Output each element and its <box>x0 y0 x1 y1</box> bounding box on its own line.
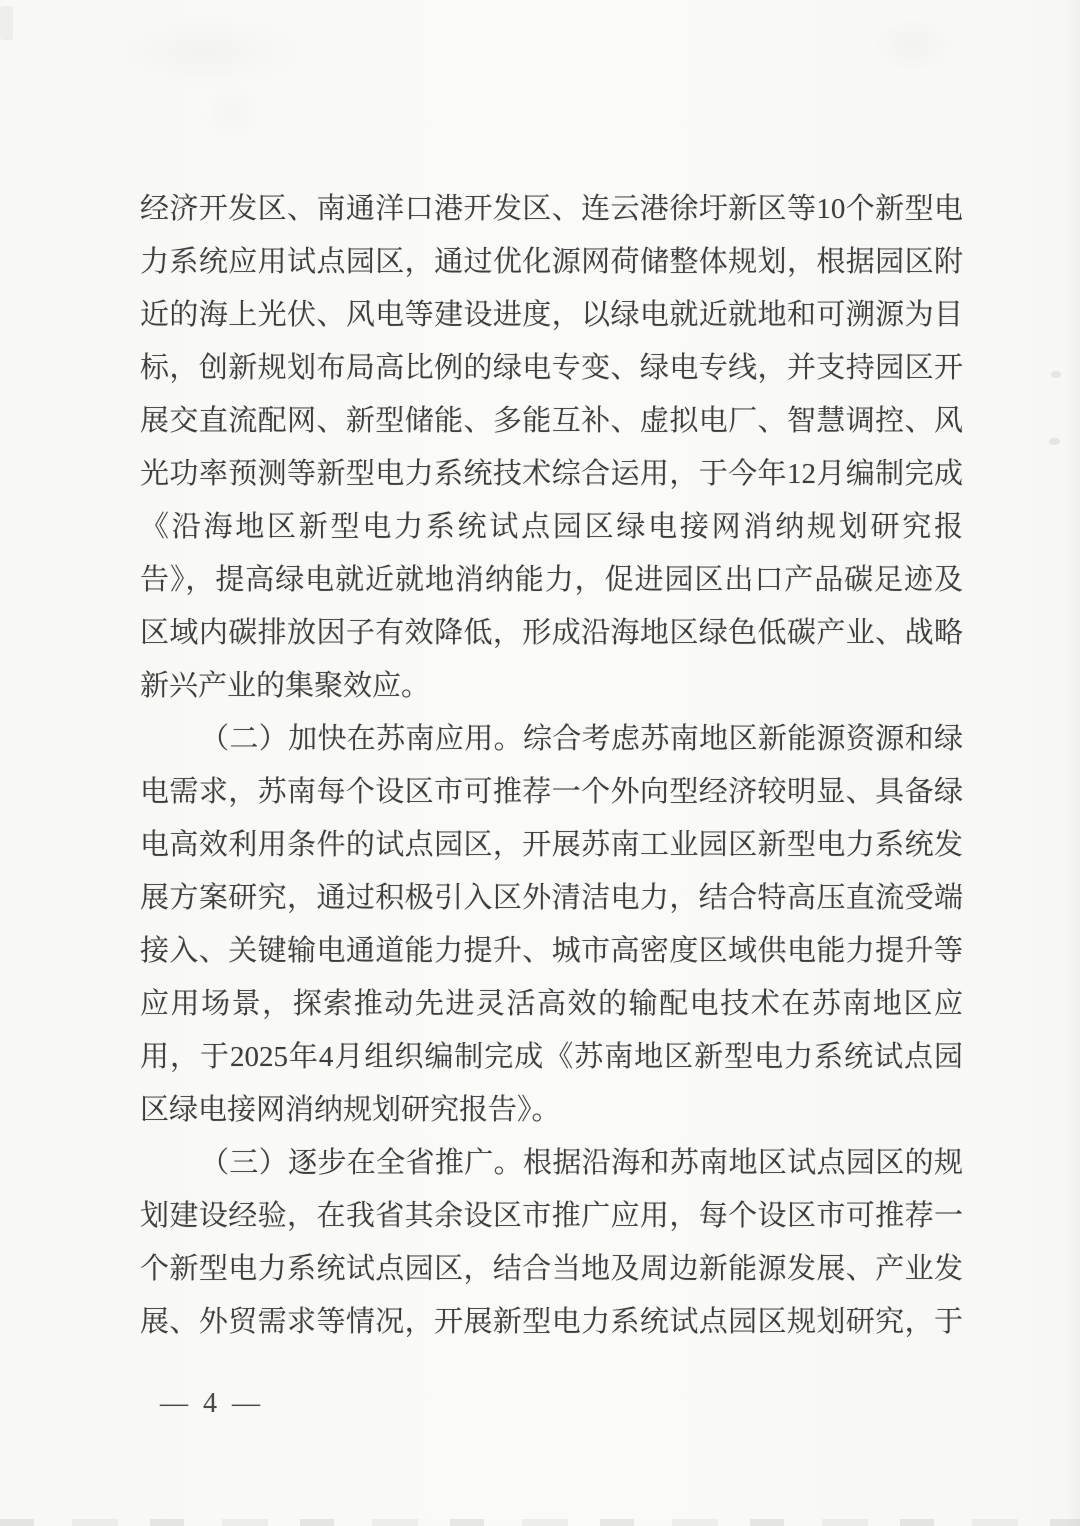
text-line: 个新型电力系统试点园区，结合当地及周边新能源发展、产业发 <box>140 1253 963 1285</box>
scan-artifact-corner <box>0 6 13 40</box>
text-line: 区绿电接网消纳规划研究报告》。 <box>140 1094 561 1126</box>
text-line: 新兴产业的集聚效应。 <box>140 670 431 702</box>
text-line: 接入、关键输电通道能力提升、城市高密度区域供电能力提升等 <box>140 935 963 967</box>
scan-artifact-bottom-edge <box>0 1519 1080 1526</box>
text-line: （三）逐步在全省推广。根据沿海和苏南地区试点园区的规 <box>200 1147 963 1179</box>
scan-artifact-edge <box>1066 0 1080 1526</box>
text-line: （二）加快在苏南应用。综合考虑苏南地区新能源资源和绿 <box>200 723 963 755</box>
text-line: 展方案研究，通过积极引入区外清洁电力，结合特高压直流受端 <box>140 882 963 914</box>
text-line: 用，于2025年4月组织编制完成《苏南地区新型电力系统试点园 <box>140 1041 963 1073</box>
text-line: 应用场景，探索推动先进灵活高效的输配电技术在苏南地区应 <box>140 988 963 1020</box>
text-line: 电高效利用条件的试点园区，开展苏南工业园区新型电力系统发 <box>140 829 963 861</box>
text-line: 划建设经验，在我省其余设区市推广应用，每个设区市可推荐一 <box>140 1200 963 1232</box>
scan-artifact-dot <box>1051 371 1061 378</box>
text-line: 区域内碳排放因子有效降低，形成沿海地区绿色低碳产业、战略 <box>140 617 963 649</box>
page-number: — 4 — <box>160 1388 264 1419</box>
text-line: 近的海上光伏、风电等建设进度，以绿电就近就地和可溯源为目 <box>140 299 963 331</box>
text-line: 力系统应用试点园区，通过优化源网荷储整体规划，根据园区附 <box>140 246 963 278</box>
document-body <box>140 183 963 1349</box>
text-line: 展、外贸需求等情况，开展新型电力系统试点园区规划研究，于 <box>140 1306 963 1338</box>
text-line: 电需求，苏南每个设区市可推荐一个外向型经济较明显、具备绿 <box>140 776 963 808</box>
text-line: 展交直流配网、新型储能、多能互补、虚拟电厂、智慧调控、风 <box>140 405 963 437</box>
text-line: 告》，提高绿电就近就地消纳能力，促进园区出口产品碳足迹及 <box>140 564 963 596</box>
text-line: 光功率预测等新型电力系统技术综合运用，于今年12月编制完成 <box>140 458 963 490</box>
text-line: 标，创新规划布局高比例的绿电专变、绿电专线，并支持园区开 <box>140 352 963 384</box>
text-line: 《沿海地区新型电力系统试点园区绿电接网消纳规划研究报 <box>140 511 963 543</box>
text-line: 经济开发区、南通洋口港开发区、连云港徐圩新区等10个新型电 <box>140 193 963 225</box>
scan-artifact-dot <box>1049 438 1060 445</box>
